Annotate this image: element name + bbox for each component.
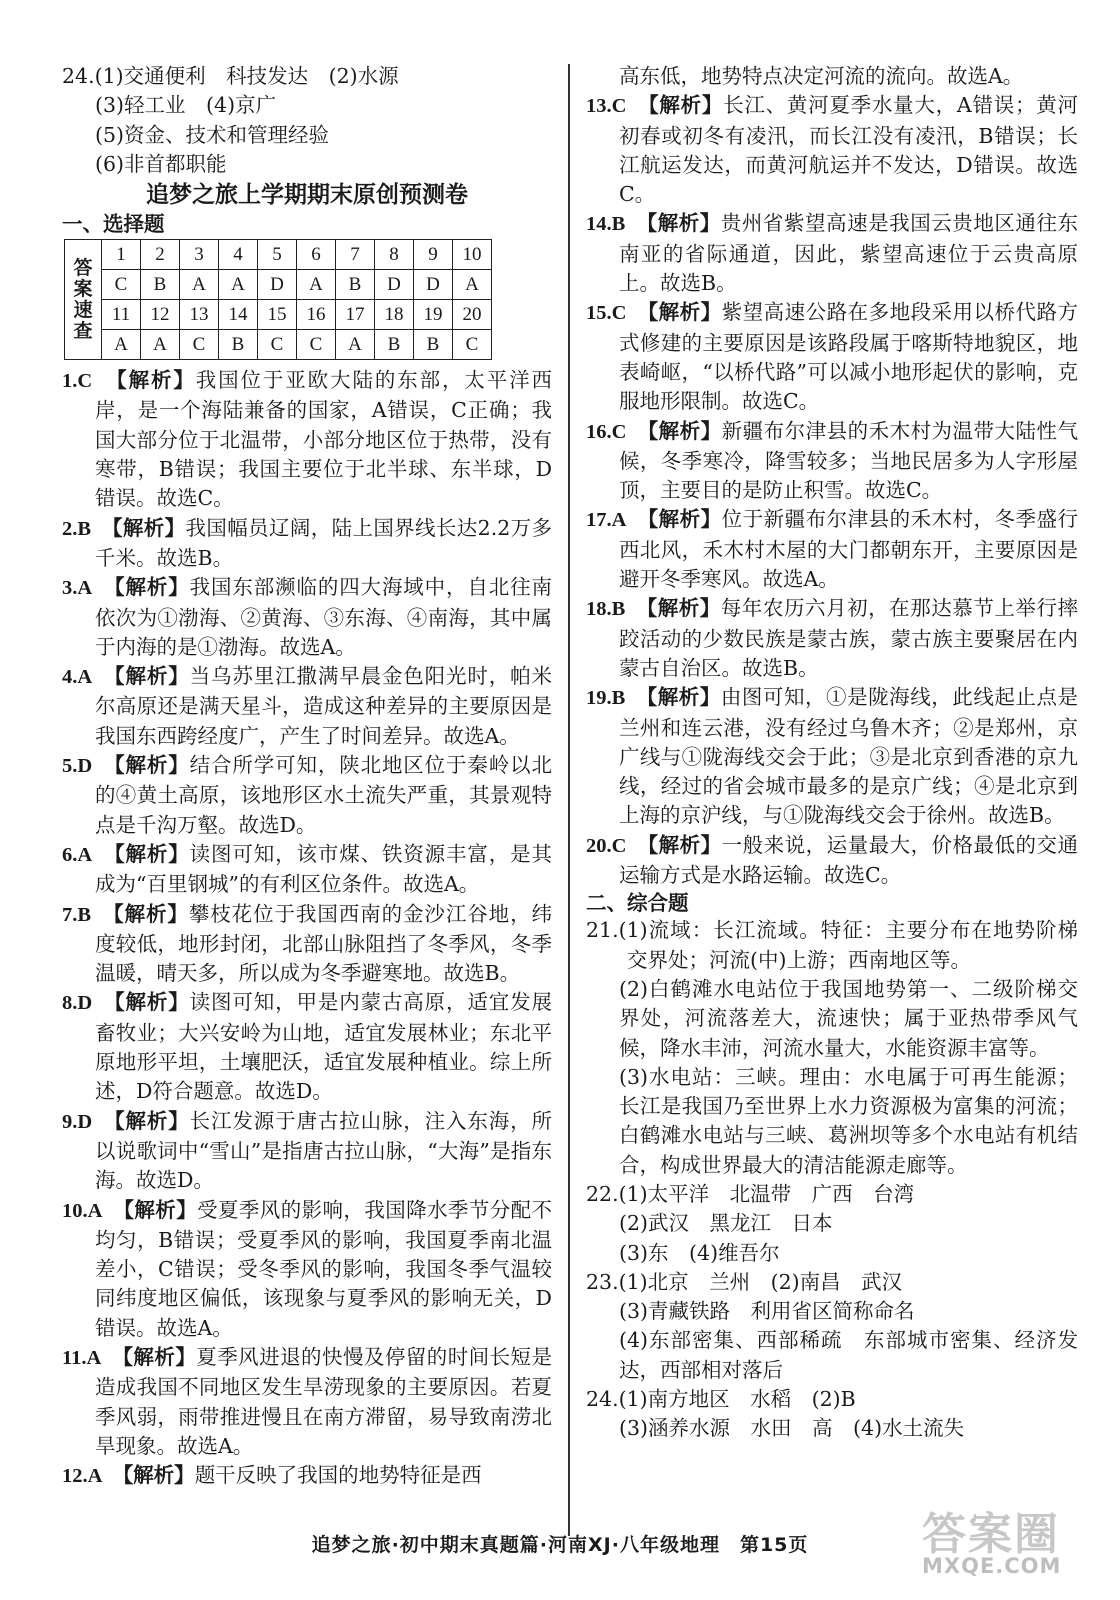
- table-cell: A: [453, 270, 492, 300]
- q24-line-4: (6)非首都职能: [95, 151, 227, 176]
- analysis-tag: 【解析】: [122, 1463, 195, 1488]
- analysis-tag: 【解析】: [646, 685, 721, 710]
- analysis-tag: 【解析】: [114, 575, 190, 600]
- analysis-tag: 【解析】: [114, 664, 190, 689]
- answer-number: 5.D: [62, 755, 93, 778]
- left-column: [62, 62, 552, 1491]
- table-cell: B: [219, 330, 258, 360]
- analysis-text: 长江、黄河夏季水量大，A错误；黄河初春或初冬有凌汛，而长江没有凌汛，B错误；长江航运发达，而黄河航运并不发达，D错误。故选C。: [619, 93, 1078, 207]
- q22-line-2: (2)武汉 黑龙江 日本: [619, 1211, 833, 1236]
- answer-number: 16.C: [586, 420, 627, 443]
- analysis-text: 每年农历六月初，在那达慕节上举行摔跤活动的少数民族是蒙古族，蒙古族主要聚居在内蒙古自治区。故选B。: [619, 596, 1079, 680]
- table-cell: D: [375, 270, 414, 300]
- table-cell: 14: [219, 300, 258, 330]
- analysis-tag: 【解析】: [116, 368, 196, 393]
- answer-number: 2.B: [62, 517, 92, 540]
- table-cell: A: [297, 270, 336, 300]
- answer-item: [62, 662, 552, 751]
- table-cell: B: [336, 270, 375, 300]
- analysis-tag: 【解析】: [113, 901, 189, 926]
- analysis-text: 受夏季风的影响，我国降水季节分配不均匀，B错误；受夏季风的影响，我国夏季南北温差小，C错误；受冬季风的影响，我国冬季气温较同纬度地区偏低，该现象与夏季风的影响无关，D错误。故选A。: [95, 1197, 553, 1340]
- analysis-text: 结合所学可知，陕北地区位于秦岭以北的④黄土高原，该地形区水土流失严重，其景观特点是千沟万壑。故选D。: [95, 753, 553, 837]
- table-cell: A: [180, 270, 219, 300]
- q23-line-1: 23.(1)北京 兰州 (2)南昌 武汉: [586, 1269, 903, 1294]
- analysis-text: 读图可知，甲是内蒙古高原，适宜发展畜牧业；大兴安岭为山地，适宜发展林业；东北平原地形平坦，土壤肥沃，适宜发展种植业。综上所述，D符合题意。故选D。: [95, 990, 553, 1104]
- answer-item: [62, 573, 552, 662]
- analysis-text: 题干反映了我国的地势特征是西: [194, 1463, 482, 1488]
- analysis-tag: 【解析】: [647, 300, 722, 325]
- q23-line-2: (3)青藏铁路 利用省区简称命名: [619, 1299, 915, 1324]
- answer-item: [62, 366, 552, 513]
- table-cell: 11: [102, 300, 141, 330]
- section-comprehensive-heading: 二、综合题: [586, 891, 689, 916]
- table-cell: 17: [336, 300, 375, 330]
- answer-number: 1.C: [62, 370, 93, 393]
- analysis-text: 长江发源于唐古拉山脉，注入东海，所以说歌词中“雪山”是指唐古拉山脉，“大海”是指东海。故选D。: [95, 1108, 553, 1193]
- watermark-logo: [922, 1498, 1102, 1590]
- column-divider: [568, 64, 570, 1536]
- answer-item: [62, 900, 552, 989]
- answer-number: 11.A: [62, 1346, 102, 1369]
- answer-item: [62, 1343, 552, 1461]
- answer-item: [586, 91, 1078, 209]
- analysis-tag: 【解析】: [123, 1197, 198, 1222]
- answer-number: 15.C: [586, 302, 627, 325]
- answer-number: 10.A: [62, 1199, 103, 1222]
- analysis-tag: 【解析】: [647, 832, 722, 857]
- answer-item: [62, 1107, 552, 1196]
- table-cell: D: [414, 270, 453, 300]
- q21-part-3: (3)水电站：三峡。理由：水电属于可再生能源；长江是我国乃至世界上水力资源极为富集的河流；白鹤滩水电站与三峡、葛洲坝等多个水电站有机结合，构成世界最大的清洁能源走廊等。: [619, 1064, 1078, 1177]
- q24-line-3: (5)资金、技术和管理经验: [95, 122, 330, 147]
- watermark-text: 答案圈: [922, 1509, 1060, 1560]
- answer-number: 6.A: [62, 843, 93, 866]
- analysis-tag: 【解析】: [646, 596, 721, 621]
- answer-item: [62, 514, 552, 574]
- q24-line-1: 24.(1)交通便利 科技发达 (2)水源: [62, 64, 399, 88]
- exam-title: 追梦之旅上学期期末原创预测卷: [146, 182, 468, 209]
- answer-number: 7.B: [62, 903, 92, 926]
- table-cell: 6: [297, 240, 336, 270]
- q21-part-1: 21.(1)流域：长江流域。特征：主要分布在地势阶梯交界处；河流(中)上游；西南地区等。: [586, 918, 1078, 972]
- table-cell: B: [375, 330, 414, 360]
- answer-item: [586, 298, 1078, 416]
- analysis-text: 一般来说，运量最大，价格最低的交通运输方式是水路运输。故选C。: [619, 832, 1079, 888]
- q24b-line-2: (3)涵养水源 水田 高 (4)水土流失: [619, 1416, 965, 1441]
- page-footer: 追梦之旅·初中期末真题篇·河南XJ·八年级地理 第15页: [311, 1534, 809, 1556]
- table-cell: 2: [141, 240, 180, 270]
- answer-item: [586, 594, 1078, 683]
- answer-number: 20.C: [586, 834, 627, 857]
- q22-line-1: 22.(1)太平洋 北温带 广西 台湾: [586, 1181, 915, 1206]
- analysis-tag: 【解析】: [114, 1108, 190, 1133]
- q12-continuation: 高东低，地势特点决定河流的流向。故选A。: [619, 64, 1024, 88]
- table-cell: 3: [180, 240, 219, 270]
- right-column: [586, 62, 1078, 1444]
- answer-item: [62, 988, 552, 1106]
- answer-item: [586, 209, 1078, 298]
- answer-item: [586, 831, 1078, 891]
- table-cell: 9: [414, 240, 453, 270]
- table-cell: B: [141, 270, 180, 300]
- table-cell: C: [258, 330, 297, 360]
- table-cell: A: [219, 270, 258, 300]
- answer-item: [62, 840, 552, 900]
- answer-number: 9.D: [62, 1110, 93, 1133]
- analysis-text: 贵州省紫望高速是我国云贵地区通往东南亚的省际通道，因此，紫望高速位于云贵高原上。故选B。: [619, 211, 1079, 296]
- table-cell: 8: [375, 240, 414, 270]
- answer-item: [586, 505, 1078, 594]
- q24-line-2: (3)轻工业 (4)京广: [95, 93, 277, 118]
- table-cell: 7: [336, 240, 375, 270]
- analysis-tag: 【解析】: [114, 990, 190, 1015]
- answer-number: 17.A: [586, 509, 627, 532]
- left-answer-list: [62, 366, 552, 1491]
- q22-line-3: (3)东 (4)维吾尔: [619, 1240, 780, 1265]
- answer-table-side-label: [65, 240, 102, 360]
- table-cell: A: [141, 330, 180, 360]
- q21-part-2: (2)白鹤滩水电站位于我国地势第一、二级阶梯交界处，河流落差大，流速快；属于亚热带季风气候，降水丰沛，河流水量大，水能资源丰富等。: [619, 976, 1078, 1060]
- answer-table: [64, 239, 492, 360]
- section-choice-heading: 一、选择题: [62, 212, 165, 237]
- answer-number: 3.A: [62, 577, 93, 600]
- answer-number: 12.A: [62, 1465, 103, 1488]
- right-answer-list: [586, 91, 1078, 890]
- analysis-text: 由图可知，①是陇海线，此线起止点是兰州和连云港，没有经过乌鲁木齐；②是郑州，京广线与①陇海线交会于此；③是北京到香港的京九线，经过的省会城市最多的是京广线；④是北京到上海的京沪线，与①陇海线交会于徐州。故选B。: [619, 685, 1079, 828]
- analysis-text: 我国位于亚欧大陆的东部，太平洋西岸，是一个海陆兼备的国家，A错误，C正确；我国大部分位于北温带，小部分地区位于热带，没有寒带，B错误；我国主要位于北半球、东半球，D错误。故选C。: [95, 368, 553, 511]
- table-cell: 4: [219, 240, 258, 270]
- analysis-tag: 【解析】: [114, 841, 190, 866]
- analysis-text: 攀枝花位于我国西南的金沙江谷地，纬度较低，地形封闭，北部山脉阻挡了冬季风，冬季温暖，晴天多，所以成为冬季避寒地。故选B。: [95, 901, 553, 986]
- analysis-tag: 【解析】: [112, 515, 186, 540]
- q24b-line-1: 24.(1)南方地区 水稻 (2)B: [586, 1387, 856, 1412]
- table-cell: 12: [141, 300, 180, 330]
- table-cell: B: [414, 330, 453, 360]
- table-cell: 1: [102, 240, 141, 270]
- analysis-text: 紫望高速公路在多地段采用以桥代路方式修建的主要原因是该路段属于喀斯特地貌区，地表崎岖，“以桥代路”可以减小地形起伏的影响，克服地形限制。故选C。: [619, 300, 1079, 414]
- answer-number: 13.C: [586, 95, 627, 118]
- table-cell: 20: [453, 300, 492, 330]
- table-cell: D: [258, 270, 297, 300]
- analysis-tag: 【解析】: [648, 93, 724, 118]
- analysis-text: 位于新疆布尔津县的禾木村，冬季盛行西北风，禾木村木屋的大门都朝东开，主要原因是避开冬季寒风。故选A。: [619, 507, 1079, 592]
- table-cell: 5: [258, 240, 297, 270]
- answer-item: [62, 1196, 552, 1343]
- table-cell: A: [336, 330, 375, 360]
- answer-number: 4.A: [62, 666, 93, 689]
- side-label-text: 答 案 速 查: [73, 257, 93, 342]
- analysis-tag: 【解析】: [646, 211, 721, 236]
- answer-item: [62, 751, 552, 840]
- table-cell: C: [102, 270, 141, 300]
- table-cell: A: [102, 330, 141, 360]
- analysis-text: 夏季风进退的快慢及停留的时间长短是造成我国不同地区发生旱涝现象的主要原因。若夏季风弱，雨带推进慢且在南方滞留，易导致南涝北旱现象。故选A。: [95, 1344, 553, 1458]
- table-cell: 19: [414, 300, 453, 330]
- table-cell: 15: [258, 300, 297, 330]
- table-cell: 16: [297, 300, 336, 330]
- answer-number: 8.D: [62, 992, 93, 1015]
- analysis-tag: 【解析】: [122, 1344, 197, 1369]
- answer-number: 18.B: [586, 598, 626, 621]
- answer-item: [586, 683, 1078, 830]
- table-cell: C: [453, 330, 492, 360]
- answer-number: 19.B: [586, 687, 626, 710]
- answer-item: [62, 1461, 552, 1491]
- table-cell: C: [297, 330, 336, 360]
- analysis-text: 我国东部濒临的四大海域中，自北往南依次为①渤海、②黄海、③东海、④南海，其中属于内海的是①渤海。故选A。: [95, 575, 553, 659]
- analysis-tag: 【解析】: [647, 507, 722, 532]
- table-cell: C: [180, 330, 219, 360]
- table-cell: 13: [180, 300, 219, 330]
- analysis-tag: 【解析】: [114, 753, 190, 778]
- analysis-text: 我国幅员辽阔，陆上国界线长达2.2万多千米。故选B。: [95, 515, 552, 570]
- answer-item: [586, 417, 1078, 506]
- watermark-url: MXQE.COM: [922, 1554, 1062, 1578]
- analysis-text: 当乌苏里江撒满早晨金色阳光时，帕米尔高原还是满天星斗，造成这种差异的主要原因是我国东西跨经度广，产生了时间差异。故选A。: [95, 664, 553, 748]
- answer-number: 14.B: [586, 213, 626, 236]
- analysis-text: 读图可知，该市煤、铁资源丰富，是其成为“百里钢城”的有利区位条件。故选A。: [95, 841, 553, 897]
- analysis-text: 新疆布尔津县的禾木村为温带大陆性气候，冬季寒冷，降雪较多；当地民居多为人字形屋顶，主要目的是防止积雪。故选C。: [619, 418, 1079, 503]
- analysis-tag: 【解析】: [647, 418, 722, 443]
- table-cell: 18: [375, 300, 414, 330]
- q23-line-3: (4)东部密集、西部稀疏 东部城市密集、经济发达，西部相对落后: [619, 1328, 1078, 1382]
- table-cell: 10: [453, 240, 492, 270]
